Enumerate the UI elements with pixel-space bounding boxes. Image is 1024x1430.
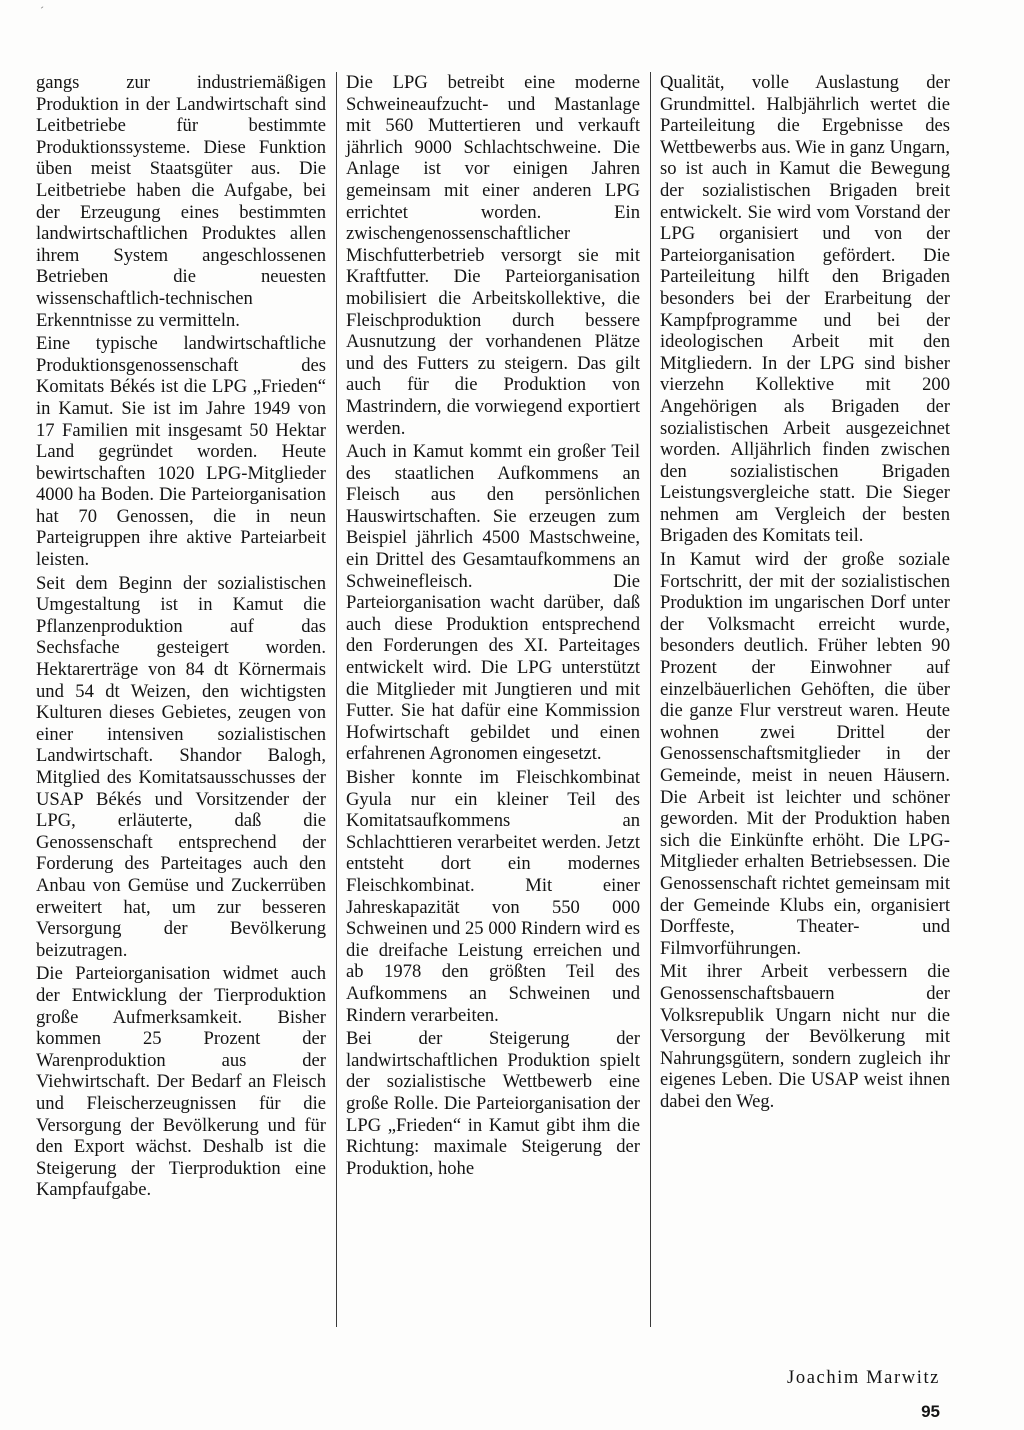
paragraph: Auch in Kamut kommt ein großer Teil des staatlichen Aufkommens an Fleisch aus den persönlichen Hauswirtschaften. Sie erzeugen zum Beispiel jährlich 4500 Mastschweine, ein Drittel des Gesamtaufkommens an Schweinefleisch. Die Parteiorganisation wacht darüber, daß auch diese Produktion entsprechend den Forderungen des XI. Parteitages entwickelt wird. Die LPG unterstützt die Mitglieder mit Jungtieren und mit Futter. Sie hat dafür eine Kommission Hofwirtschaft gebildet und einen erfahrenen Agronomen eingesetzt. bbox=[346, 441, 640, 765]
paragraph: Bisher konnte im Fleischkombinat Gyula nur ein kleiner Teil des Komitatsaufkommens an Schlachttieren verarbeitet werden. Jetzt entsteht dort ein modernes Fleischkombinat. Mit einer Jahreskapazität von 550 000 Schweinen und 25 000 Rindern wird es die dreifache Leistung erreichen und ab 1978 den größten Teil des Aufkommens an Schweinen und Rindern verarbeiten. bbox=[346, 767, 640, 1026]
column-divider bbox=[650, 72, 651, 1327]
paragraph: Die LPG betreibt eine moderne Schweineaufzucht- und Mastanlage mit 560 Muttertieren und verkauft jährlich 9000 Schlachtschweine. Die Anlage ist vor einigen Jahren gemeinsam mit einer anderen LPG errichtet worden. Ein zwischengenossenschaftlicher Mischfutterbetrieb versorgt sie mit Kraftfutter. Die Parteiorganisation mobilisiert die Arbeitskollektive, die Fleischproduktion durch bessere Ausnutzung der vorhandenen Plätze und des Futters zu steigern. Das gilt auch für die Produktion von Mastrindern, die vorwiegend exportiert werden. bbox=[346, 72, 640, 439]
paragraph: Mit ihrer Arbeit verbessern die Genossenschaftsbauern der Volksrepublik Ungarn nicht nur die Versorgung der Bevölkerung mit Nahrungsgütern, sondern zugleich ihr eigenes Leben. Die USAP weist ihnen dabei den Weg. bbox=[660, 961, 950, 1112]
column-divider bbox=[336, 72, 337, 1327]
paragraph: Qualität, volle Auslastung der Grundmittel. Halbjährlich wertet die Parteileitung die Ergebnisse des Wettbewerbs aus. Wie in ganz Ungarn, so ist auch in Kamut die Bewegung der sozialistischen Brigaden breit entwickelt. Sie wird vom Vorstand der LPG organisiert und von der Parteiorganisation gefördert. Die Parteileitung hilft den Brigaden besonders bei der Erarbeitung der Kampfprogramme und bei der ideologischen Arbeit mit den Mitgliedern. In der LPG sind bisher vierzehn Kollektive mit 200 Angehörigen als Brigaden der sozialistischen Arbeit ausgezeichnet worden. Alljährlich finden zwischen den sozialistischen Brigaden Leistungsvergleiche statt. Die Sieger nehmen am Vergleich der besten Brigaden des Komitats teil. bbox=[660, 72, 950, 547]
author-signature: Joachim Marwitz bbox=[787, 1368, 940, 1388]
page-number: 95 bbox=[921, 1402, 940, 1421]
text-column-1 bbox=[36, 72, 326, 1201]
paragraph: gangs zur industriemäßigen Produktion in der Landwirtschaft sind Leitbetriebe für bestimmte Produktionssysteme. Diese Funktion üben meist Staatsgüter aus. Die Leitbetriebe haben die Aufgabe, bei der Erzeugung eines bestimmten landwirtschaftlichen Produktes allen ihrem System angeschlossenen Betrieben die neuesten wissenschaftlich-technischen Erkenntnisse zu vermitteln. bbox=[36, 72, 326, 331]
paragraph: Eine typische landwirtschaftliche Produktionsgenossenschaft des Komitats Békés ist die LPG „Frieden“ in Kamut. Sie ist im Jahre 1949 von 17 Familien mit insgesamt 50 Hektar Land gegründet worden. Heute bewirtschaften 1020 LPG-Mitglieder 4000 ha Boden. Die Parteiorganisation hat 70 Genossen, die in neun Parteigruppen ihre aktive Parteiarbeit leisten. bbox=[36, 333, 326, 571]
text-column-3 bbox=[660, 72, 950, 1113]
paragraph: In Kamut wird der große soziale Fortschritt, der mit der sozialistischen Produktion im ungarischen Dorf unter der Volksmacht erreicht wurde, besonders deutlich. Früher lebten 90 Prozent der Einwohner auf einzelbäuerlichen Gehöften, die über die ganze Flur verstreut waren. Heute wohnen zwei Drittel der Genossenschaftsmitglieder in der Gemeinde, meist in neuen Häusern. Die Arbeit ist leichter und schöner geworden. Mit der Produktion haben sich die Einkünfte erhöht. Die LPG-Mitglieder erhalten Betriebsessen. Die Genossenschaft richtet gemeinsam mit der Gemeinde Klubs ein, organisiert Dorffeste, Theater- und Filmvorführungen. bbox=[660, 549, 950, 959]
scan-mark: ´ bbox=[40, 4, 44, 18]
paragraph: Die Parteiorganisation widmet auch der Entwicklung der Tierproduktion große Aufmerksamkeit. Bisher kommen 25 Prozent der Warenproduktion aus der Viehwirtschaft. Der Bedarf an Fleisch und Fleischerzeugnissen für die Versorgung der Bevölkerung und für den Export wächst. Deshalb ist die Steigerung der Tierproduktion eine Kampfaufgabe. bbox=[36, 963, 326, 1201]
text-column-2 bbox=[346, 72, 640, 1179]
paragraph: Bei der Steigerung der landwirtschaftlichen Produktion spielt der sozialistische Wettbewerb eine große Rolle. Die Parteiorganisation der LPG „Frieden“ in Kamut gibt ihm die Richtung: maximale Steigerung der Produktion, hohe bbox=[346, 1028, 640, 1179]
paragraph: Seit dem Beginn der sozialistischen Umgestaltung ist in Kamut die Pflanzenproduktion auf das Sechsfache gesteigert worden. Hektarerträge von 84 dt Körnermais und 54 dt Weizen, den wichtigsten Kulturen dieses Gebietes, zeugen von einer intensiven sozialistischen Landwirtschaft. Shandor Balogh, Mitglied des Komitatsausschusses der USAP Békés und Vorsitzender der LPG, erläuterte, daß die Genossenschaft entsprechend der Forderung des Parteitages auch den Anbau von Gemüse und Zuckerrüben erweitert hat, um zur besseren Versorgung der Bevölkerung beizutragen. bbox=[36, 572, 326, 961]
